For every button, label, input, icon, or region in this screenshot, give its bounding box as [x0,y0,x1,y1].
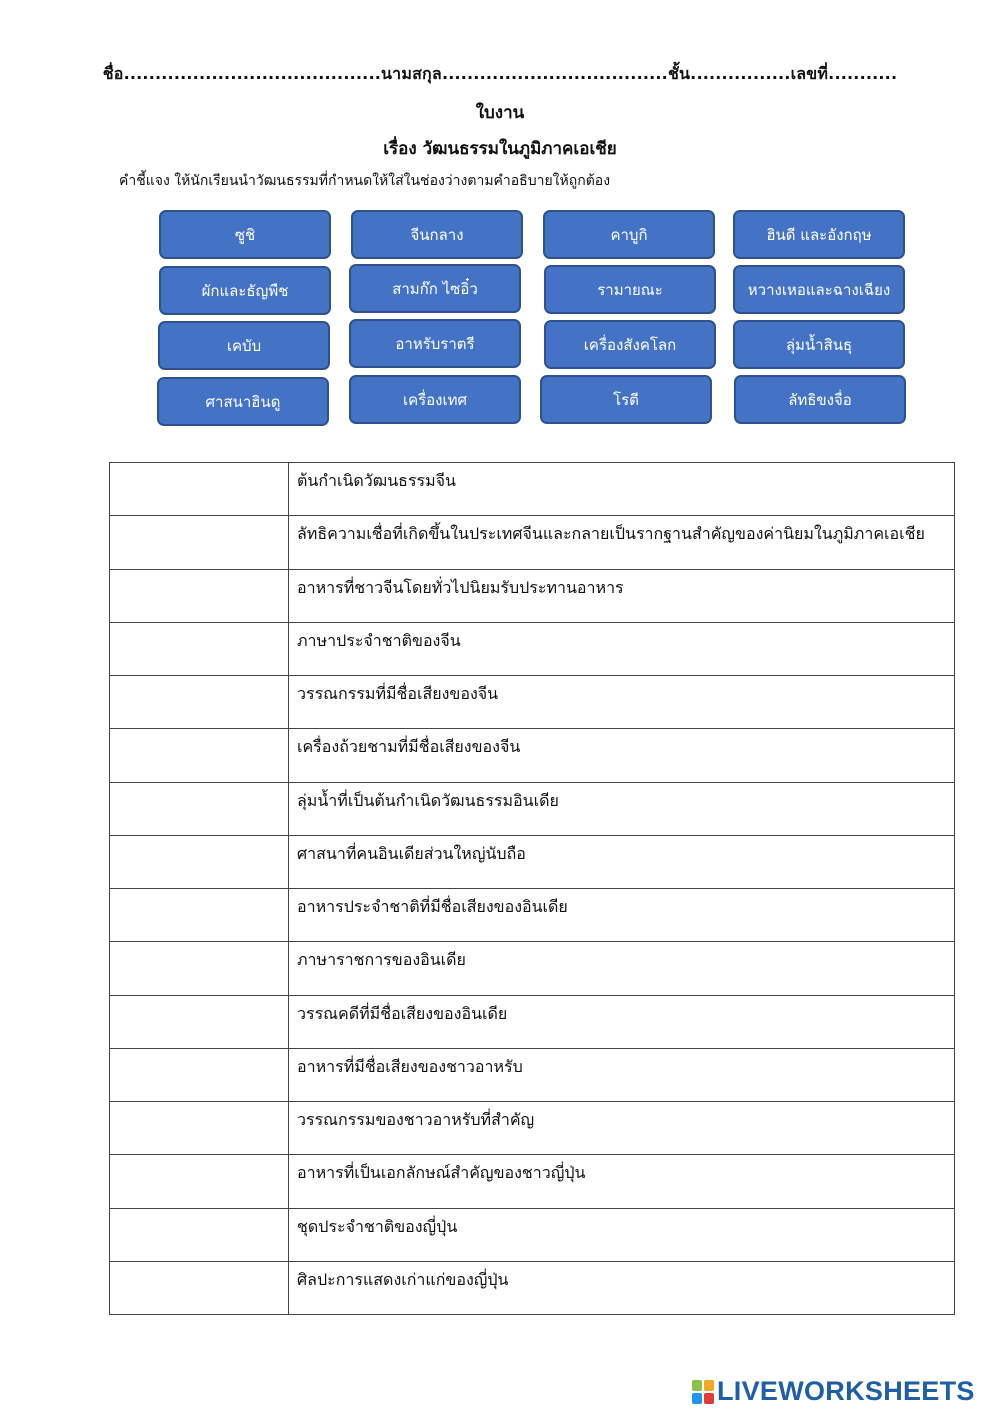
description-cell: ลัทธิความเชื่อที่เกิดขึ้นในประเทศจีนและกลายเป็นรากฐานสำคัญของค่านิยมในภูมิภาคเอเชีย [289,516,955,569]
table-row [110,516,955,569]
description-cell: เครื่องถ้วยชามที่มีชื่อเสียงของจีน [289,729,955,782]
answer-chip[interactable]: สามก๊ก ไซอิ๋ว [349,264,521,313]
description-cell: ศิลปะการแสดงเก่าแก่ของญี่ปุ่น [289,1261,955,1314]
description-cell: อาหารที่เป็นเอกลักษณ์สำคัญของชาวญี่ปุ่น [289,1155,955,1208]
answer-drop-cell[interactable] [110,1208,289,1261]
table-row [110,835,955,888]
description-cell: วรรณกรรมที่มีชื่อเสียงของจีน [289,676,955,729]
answer-chip[interactable]: คาบูกิ [543,210,715,259]
answer-drop-cell[interactable] [110,1261,289,1314]
description-cell: อาหารที่ชาวจีนโดยทั่วไปนิยมรับประทานอาหาร [289,569,955,622]
name-label: ชื่อ......................................... [102,64,382,83]
answer-chip[interactable]: ผักและธัญพืช [159,266,331,315]
liveworksheets-logo-icon [692,1380,714,1404]
answer-drop-cell[interactable] [110,516,289,569]
answer-table [109,462,955,1315]
class-label: ชั้น................ [667,64,791,83]
description-cell: วรรณกรรมของชาวอาหรับที่สำคัญ [289,1102,955,1155]
table-row [110,782,955,835]
table-row [110,729,955,782]
answer-drop-cell[interactable] [110,1155,289,1208]
answer-drop-cell[interactable] [110,463,289,516]
answer-drop-cell[interactable] [110,622,289,675]
instruction-text: คำชี้แจง ให้นักเรียนนำวัฒนธรรมที่กำหนดให้ใส่ในช่องว่างตามคำอธิบายให้ถูกต้อง [119,173,611,189]
logo-square [704,1393,714,1404]
worksheet-title: ใบงาน [475,103,525,123]
description-cell: อาหารที่มีชื่อเสียงของชาวอาหรับ [289,1048,955,1101]
description-cell: ศาสนาที่คนอินเดียส่วนใหญ่นับถือ [289,835,955,888]
answer-chip[interactable]: รามายณะ [544,265,716,314]
answer-chip[interactable]: ซูชิ [159,210,331,259]
answer-drop-cell[interactable] [110,729,289,782]
answer-drop-cell[interactable] [110,569,289,622]
number-label: เลขที่........... [790,64,898,83]
answer-chip[interactable]: ลัทธิขงจื่อ [734,375,906,424]
table-row [110,1208,955,1261]
answer-chip[interactable]: เครื่องสังคโลก [544,320,716,369]
logo-text: LIVEWORKSHEETS [717,1376,975,1406]
description-cell: วรรณคดีที่มีชื่อเสียงของอินเดีย [289,995,955,1048]
answer-drop-cell[interactable] [110,835,289,888]
logo-square [692,1393,702,1404]
table-row [110,676,955,729]
description-cell: ต้นกำเนิดวัฒนธรรมจีน [289,463,955,516]
answer-chip[interactable]: จีนกลาง [351,210,523,259]
table-row [110,995,955,1048]
liveworksheets-logo [692,1376,975,1407]
table-row [110,569,955,622]
logo-square [704,1380,714,1391]
description-cell: ภาษาราชการของอินเดีย [289,942,955,995]
answer-drop-cell[interactable] [110,942,289,995]
description-cell: ลุ่มน้ำที่เป็นต้นกำเนิดวัฒนธรรมอินเดีย [289,782,955,835]
logo-square [692,1380,702,1391]
answer-chip[interactable]: โรตี [540,375,712,424]
answer-chip[interactable]: อาหรับราตรี [349,319,521,368]
description-cell: อาหารประจำชาติที่มีชื่อเสียงของอินเดีย [289,889,955,942]
table-row [110,889,955,942]
answer-chip[interactable]: หวางเหอและฉางเฉียง [733,265,905,314]
table-row [110,622,955,675]
table-row [110,942,955,995]
answer-drop-cell[interactable] [110,676,289,729]
table-row [110,1102,955,1155]
table-row [110,1261,955,1314]
answer-drop-cell[interactable] [110,1102,289,1155]
answer-drop-cell[interactable] [110,889,289,942]
table-row [110,463,955,516]
description-cell: ชุดประจำชาติของญี่ปุ่น [289,1208,955,1261]
table-row [110,1155,955,1208]
answer-chip[interactable]: เครื่องเทศ [349,375,521,424]
worksheet-subject: เรื่อง วัฒนธรรมในภูมิภาคเอเชีย [383,139,617,159]
answer-chip[interactable]: ฮินดี และอังกฤษ [733,210,905,259]
table-row [110,1048,955,1101]
answer-drop-cell[interactable] [110,782,289,835]
answer-drop-cell[interactable] [110,995,289,1048]
answer-drop-cell[interactable] [110,1048,289,1101]
surname-label: นามสกุล.................................... [381,64,668,83]
answer-chip[interactable]: ลุ่มน้ำสินธุ [733,320,905,369]
description-cell: ภาษาประจำชาติของจีน [289,622,955,675]
answer-chip[interactable]: เคบับ [158,321,330,370]
answer-chip-bank [0,0,1000,440]
answer-chip[interactable]: ศาสนาฮินดู [157,377,329,426]
